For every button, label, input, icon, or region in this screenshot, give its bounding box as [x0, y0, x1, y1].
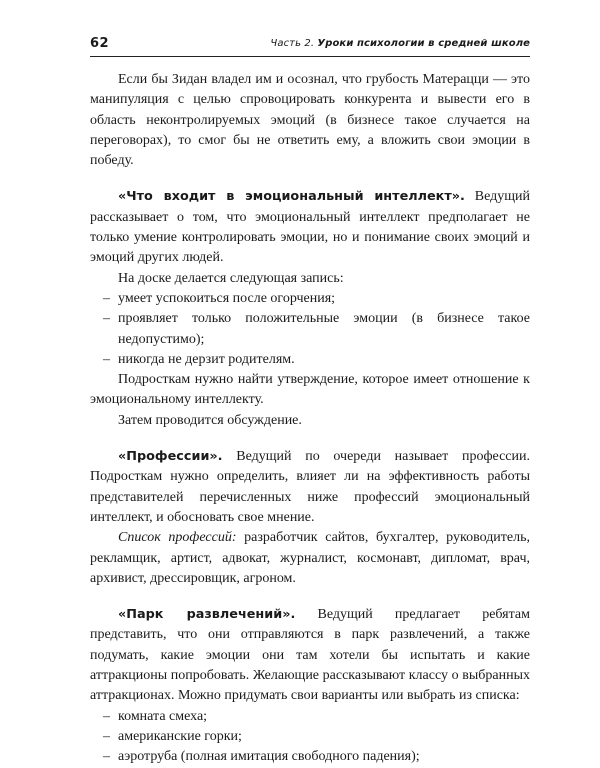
- page-body: [90, 70, 530, 768]
- list-item: [90, 747, 530, 767]
- professions-list-paragraph: [90, 528, 530, 589]
- page-header: [90, 34, 530, 57]
- intro-paragraph: Если бы Зидан владел им и осознал, что грубость Матерацци — это манипуляция с целью спровоцировать конкурента и вывести его в область неконтролируемых эмоций (в бизнесе такое случается на переговорах), то смог бы не ответить ему, а вложить свои эмоции в победу.: [90, 72, 530, 169]
- list-item-text: комната смеха;: [118, 708, 208, 724]
- ei-text: Ведущий рассказывает о том, что эмоциональный интеллект предполагает не только умение контролировать эмоции, но и понимание своих эмоций и эмоций других людей.: [90, 189, 530, 266]
- dash-bullet: –: [103, 728, 110, 744]
- board-list: [90, 289, 530, 370]
- professions-list-text: разработчик сайтов, бухгалтер, руководитель, рекламщик, артист, адвокат, журналист, космонавт, дипломат, врач, архивист, дрессировщик, агроном.: [90, 530, 531, 586]
- ei-title: «Что входит в эмоциональный интеллект».: [118, 189, 465, 205]
- dash-bullet: –: [103, 311, 110, 327]
- page-number: 62: [90, 36, 110, 51]
- professions-text: Ведущий по очереди называет профессии. Подросткам нужно определить, влияет ли на эффективность работы представителей перечисленных ниже профессий эмоциональный интеллект, и обосновать свое мнение.: [90, 449, 530, 525]
- running-head: [270, 38, 530, 49]
- list-item: [90, 289, 530, 309]
- list-item-text: никогда не дерзит родителям.: [118, 351, 295, 367]
- list-item-text: умеет успокоиться после огорчения;: [118, 290, 336, 306]
- dash-bullet: –: [103, 749, 110, 765]
- list-item-text: проявляет только положительные эмоции (в бизнесе такое недопустимо);: [118, 311, 530, 347]
- attractions-list: [90, 707, 530, 768]
- board-text: На доске делается следующая запись:: [118, 270, 344, 286]
- list-item-text: американские горки;: [118, 728, 242, 744]
- ei-task: Подросткам нужно найти утверждение, которое имеет отношение к эмоциональному интеллекту.: [90, 372, 530, 408]
- dash-bullet: –: [103, 708, 110, 724]
- list-item: [90, 350, 530, 370]
- park-paragraph: [90, 605, 530, 706]
- park-title: «Парк развлечений».: [118, 607, 296, 623]
- dash-bullet: –: [103, 290, 110, 306]
- list-item-text: аэротруба (полная имитация свободного падения);: [118, 749, 420, 765]
- ei-paragraph: [90, 187, 530, 268]
- list-item: [90, 707, 530, 727]
- professions-paragraph: [90, 447, 530, 528]
- running-head-part: Часть 2.: [270, 38, 318, 49]
- professions-title: «Профессии».: [118, 449, 223, 465]
- dash-bullet: –: [103, 351, 110, 367]
- professions-list-label: Список профессий:: [118, 530, 237, 546]
- list-item: [90, 727, 530, 747]
- ei-discussion: Затем проводится обсуждение.: [118, 412, 302, 428]
- park-text: Ведущий предлагает ребятам представить, что они отправляются в парк развлечений, а также подумать, какие эмоции они там хотели бы испытать и какие аттракционы попробовать. Желающие рассказывают классу о выбранных аттракционах. Можно придумать свои варианты или выбрать из списка:: [90, 607, 530, 704]
- list-item: [90, 309, 530, 350]
- running-head-section: Уроки психологии в средней школе: [317, 38, 530, 49]
